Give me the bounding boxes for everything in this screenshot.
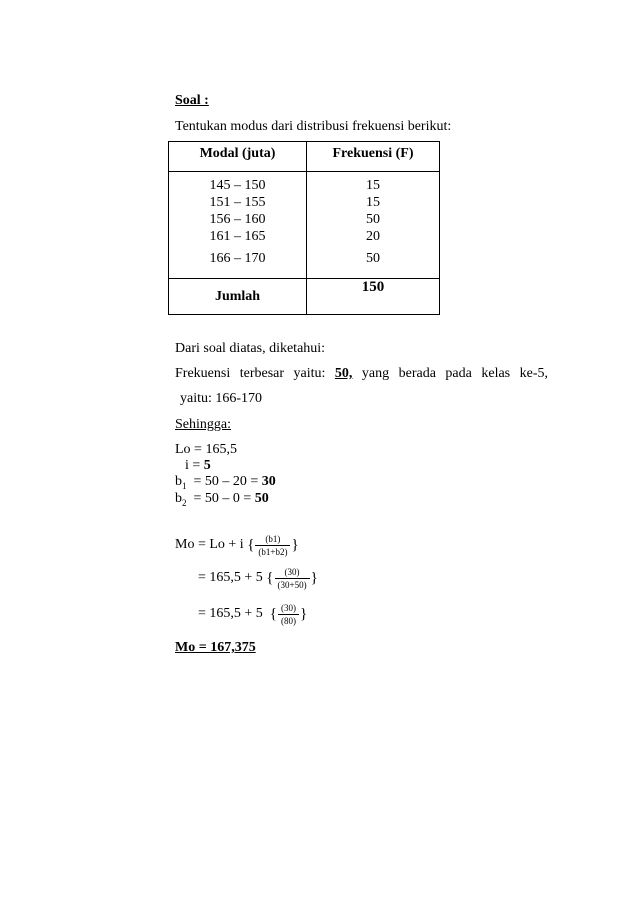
fraction-denominator: (80) [281, 615, 296, 626]
b2-line [175, 491, 269, 507]
formula-fraction [255, 534, 290, 557]
table-cell-frekuensi: 15 [366, 178, 380, 193]
step-close-brace: } [300, 606, 308, 622]
table-cell-frekuensi: 15 [366, 195, 380, 210]
table-header-frekuensi: Frekuensi (F) [332, 146, 414, 161]
frekuensi-column [307, 172, 439, 278]
step-fraction [275, 567, 310, 590]
table-cell-modal: 156 – 160 [209, 212, 266, 227]
largest-frequency-post: yang berada pada kelas ke-5, [361, 366, 548, 381]
modal-column [169, 172, 306, 278]
largest-frequency-line [175, 366, 548, 382]
table-footer-jumlah: Jumlah [214, 289, 261, 304]
known-intro: Dari soal diatas, diketahui: [175, 341, 326, 356]
step-lhs: = 165,5 + 5 [198, 606, 270, 622]
table-cell-frekuensi: 20 [366, 229, 380, 244]
step-open-brace: { [266, 570, 274, 586]
fraction-numerator: (b1) [255, 534, 290, 546]
i-value: 5 [203, 458, 211, 473]
table-header-modal: Modal (juta) [199, 146, 276, 161]
lo-line: Lo = 165,5 [175, 442, 237, 457]
sehingga-label: Sehingga: [175, 417, 231, 432]
b2-value: 50 [254, 491, 269, 506]
table-cell-modal: 145 – 150 [209, 178, 266, 193]
mode-formula [175, 530, 299, 560]
table-cell-frekuensi: 50 [366, 251, 380, 266]
b1-subscript: 1 [182, 480, 187, 491]
step-open-brace: { [269, 606, 277, 622]
frequency-table [168, 141, 440, 315]
problem-statement: Tentukan modus dari distribusi frekuensi berikut: [175, 119, 452, 134]
substitution-step [198, 563, 318, 593]
i-label: i = [185, 458, 201, 473]
fraction-numerator: (30) [278, 603, 299, 615]
b2-subscript: 2 [182, 497, 187, 508]
b2-expression: = 50 – 0 = [193, 491, 252, 506]
fraction-denominator: (b1+b2) [258, 546, 288, 557]
problem-heading: Soal : [175, 93, 209, 108]
b1-expression: = 50 – 20 = [193, 474, 259, 489]
table-footer-total: 150 [361, 279, 385, 295]
table-cell-modal: 151 – 155 [209, 195, 266, 210]
i-line [185, 458, 211, 474]
table-cell-frekuensi: 50 [366, 212, 380, 227]
fraction-denominator: (30+50) [277, 579, 307, 590]
largest-frequency-pre: Frekuensi terbesar yaitu: [175, 366, 326, 381]
b1-base: b [175, 474, 182, 489]
formula-close-brace: } [291, 537, 299, 553]
formula-lhs: Mo = Lo + i [175, 537, 248, 553]
simplification-step [198, 599, 307, 629]
b2-base: b [175, 491, 182, 506]
step-fraction [278, 603, 299, 626]
largest-frequency-value: 50, [334, 366, 353, 381]
table-cell-modal: 161 – 165 [209, 229, 266, 244]
fraction-numerator: (30) [275, 567, 310, 579]
final-result: Mo = 167,375 [175, 640, 256, 655]
b1-value: 30 [261, 474, 276, 489]
formula-open-brace: { [247, 537, 255, 553]
table-cell-modal: 166 – 170 [209, 251, 266, 266]
step-close-brace: } [310, 570, 318, 586]
step-lhs: = 165,5 + 5 [198, 570, 267, 586]
modal-class-line: yaitu: 166-170 [180, 391, 263, 406]
b1-line [175, 474, 276, 490]
